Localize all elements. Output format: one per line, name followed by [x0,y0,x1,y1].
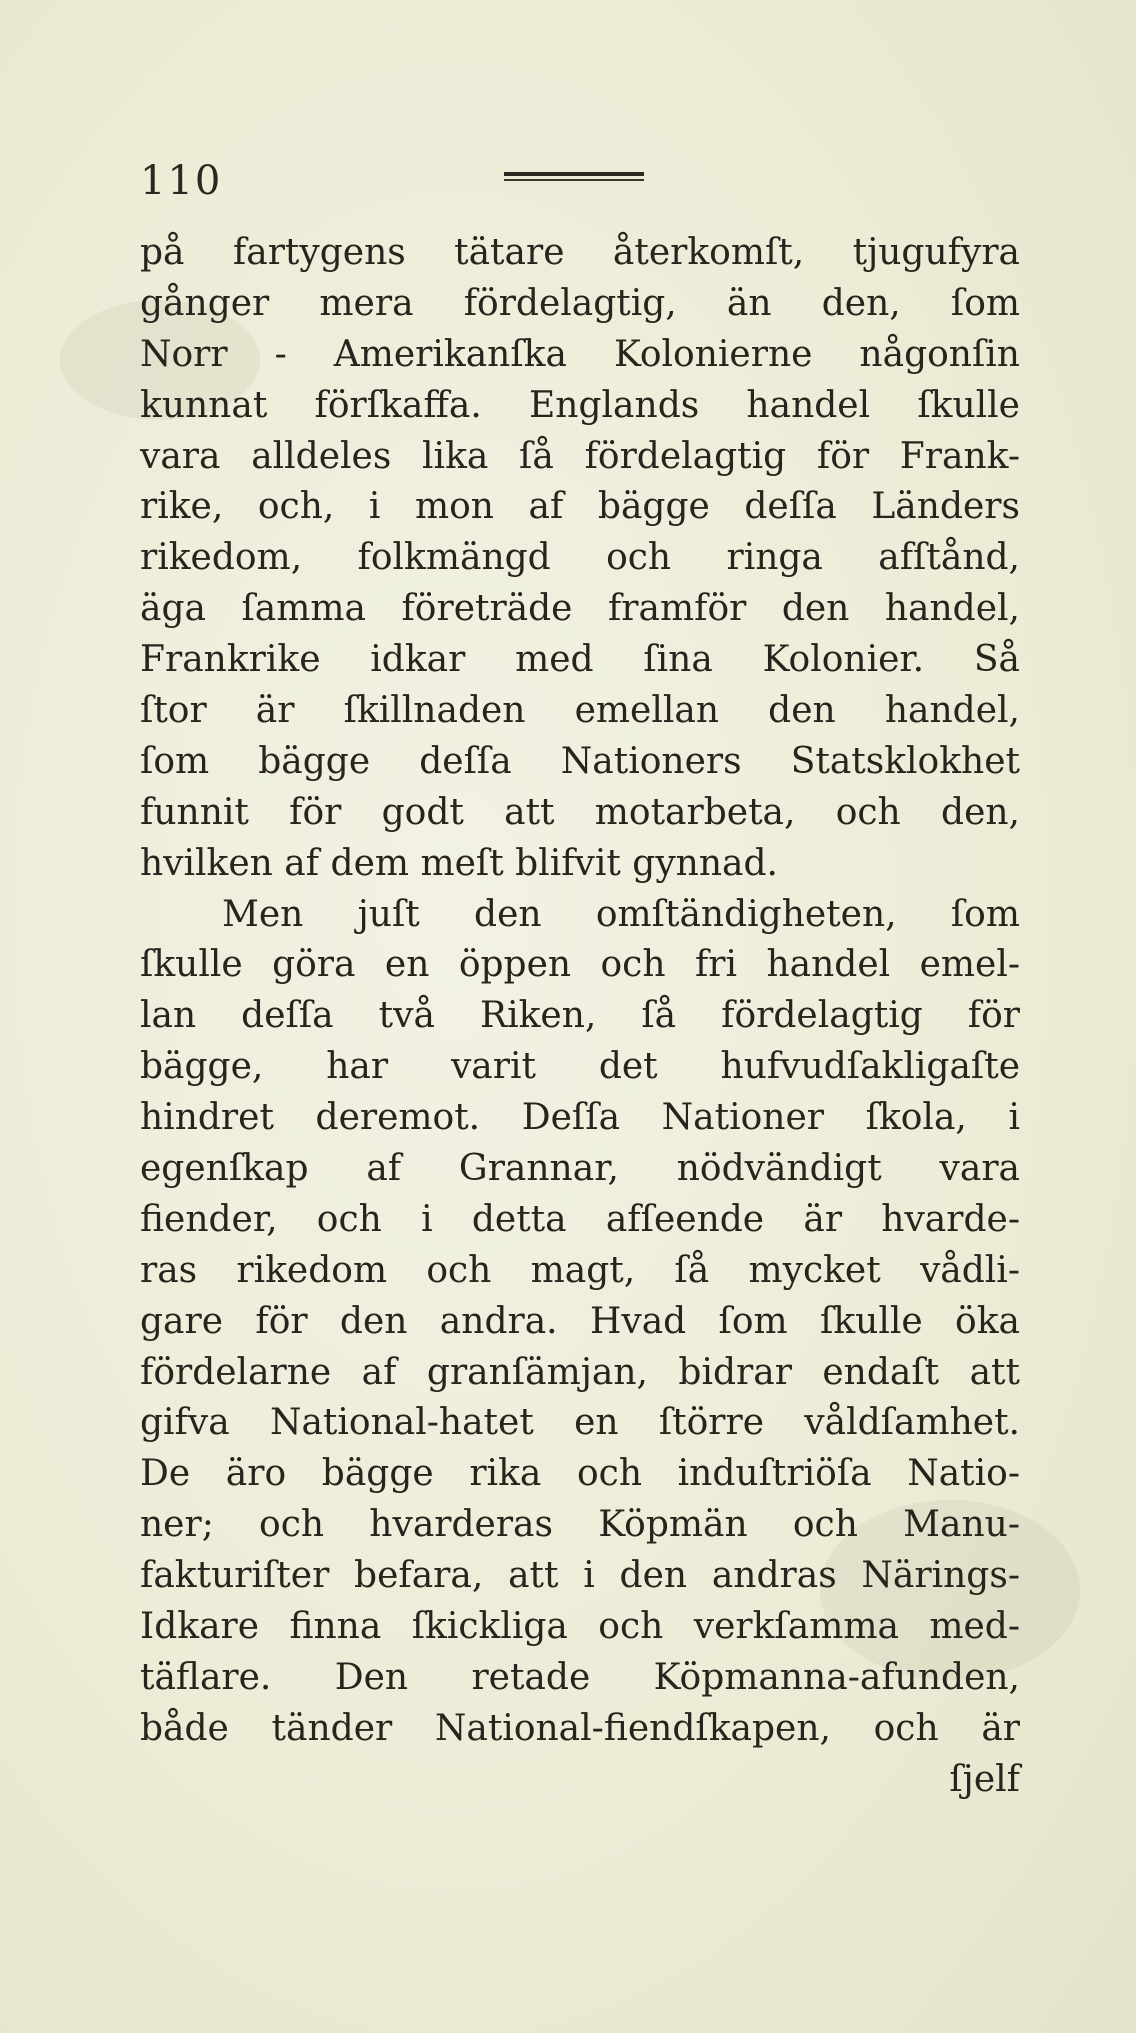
text-line: ſtor är ſkillnaden emellan den handel, [140,690,1020,732]
ornament-rule [504,172,644,184]
text-line: fakturiſter befara, att i den andras Närings- [140,1555,1020,1597]
text-line: på fartygens tätare återkomſt, tjugufyra [140,232,1020,273]
text-line: gare för den andra. Hvad ſom ſkulle öka [140,1300,1020,1342]
ornament-bar-top [504,172,644,176]
text-line: fördelarne af granſämjan, bidrar endaſt att [140,1351,1020,1393]
text-line: rikedom, folkmängd och ringa afſtånd, [140,537,1020,579]
text-line: Men juſt den omſtändigheten, ſom [222,893,1020,935]
paragraph [140,890,1020,1755]
text-line: gånger mera fördelagtig, än den, ſom [140,282,1020,324]
text-line: ner; och hvarderas Köpmän och Manu- [140,1504,1020,1546]
paragraph [140,228,1020,890]
page-header [140,158,1020,208]
text-line: hvilken af dem meſt blifvit gynnad. [140,842,778,884]
ornament-bar-bottom [504,179,644,181]
text-line: täflare. Den retade Köpmanna-afunden, [140,1656,1020,1698]
text-line: egenſkap af Grannar, nödvändigt vara [140,1148,1020,1190]
text-line: hindret deremot. Deſſa Nationer ſkola, i [140,1097,1020,1139]
text-line: funnit för godt att motarbeta, och den, [140,791,1020,833]
text-line: både tänder National-fiendſkapen, och är [140,1707,1020,1749]
text-line: Norr - Amerikanſka Kolonierne någonſin [140,333,1020,375]
text-line: ras rikedom och magt, ſå mycket vådli- [140,1249,1020,1291]
text-line: fiender, och i detta afſeende är hvarde- [140,1198,1020,1240]
text-line: lan deſſa två Riken, ſå fördelagtig för [140,995,1020,1037]
text-line: kunnat förſkaffa. Englands handel ſkulle [140,384,1020,426]
text-line: ſkulle göra en öppen och fri handel emel- [140,944,1020,986]
text-line: ſom bägge deſſa Nationers Statsklokhet [140,740,1020,782]
text-line: De äro bägge rika och induſtriöſa Natio- [140,1453,1020,1495]
page-number: 110 [140,158,223,204]
text-line: Frankrike idkar med ſina Kolonier. Så [140,639,1020,681]
text-line: bägge, har varit det hufvudſakligaſte [140,1046,1020,1088]
catchword: ſjelf [949,1758,1020,1800]
text-line: vara alldeles lika ſå fördelagtig för Frank- [140,435,1020,477]
text-line: äga ſamma företräde framför den handel, [140,588,1020,630]
catchword-row [140,1755,1020,1806]
body-text [140,228,1020,1806]
text-line: rike, och, i mon af bägge deſſa Länders [140,486,1020,528]
text-line: Idkare finna ſkickliga och verkſamma med- [140,1606,1020,1648]
text-line: gifva National-hatet en ſtörre våldſamhet. [140,1402,1020,1444]
